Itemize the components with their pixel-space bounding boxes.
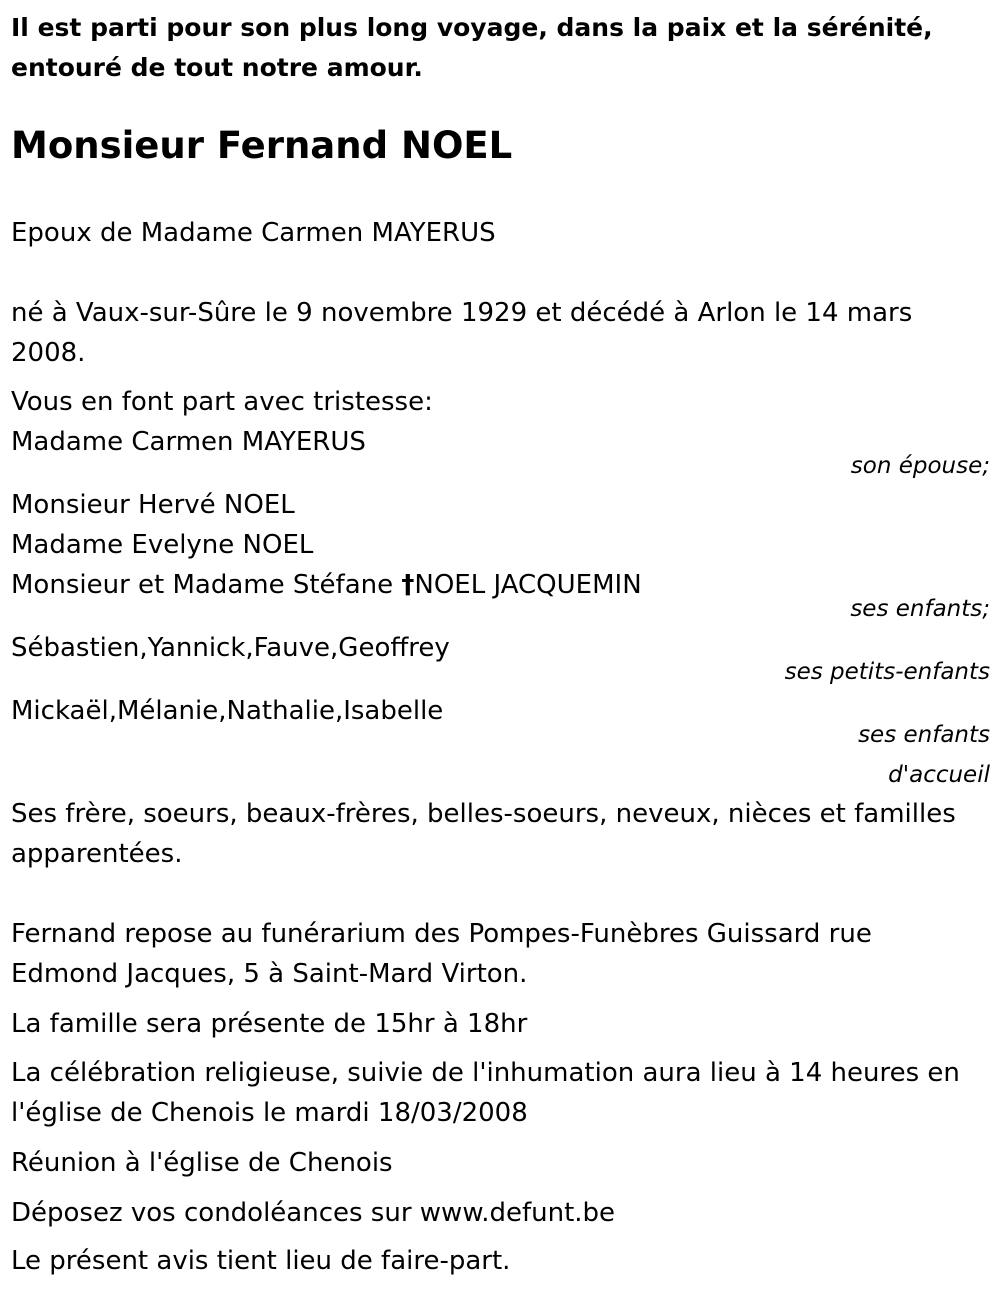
child-name-1: Monsieur Hervé NOEL	[11, 490, 295, 520]
foster-children-role-line2: d'accueil	[888, 762, 990, 788]
deceased-name: Monsieur Fernand NOEL	[11, 124, 513, 167]
presence-text: La famille sera présente de 15hr à 18hr	[11, 1009, 528, 1039]
cross-icon: †	[401, 570, 415, 600]
meeting-text: Réunion à l'église de Chenois	[11, 1148, 393, 1178]
foster-children-names: Mickaël,Mélanie,Nathalie,Isabelle	[11, 696, 444, 726]
spouse-name: Madame Carmen MAYERUS	[11, 427, 366, 457]
child-name-3	[11, 565, 642, 605]
notice-text: Le présent avis tient lieu de faire-part.	[11, 1246, 511, 1276]
grandchildren-role: ses petits-enfants	[784, 659, 990, 685]
spouse-line: Epoux de Madame Carmen MAYERUS	[11, 218, 496, 248]
foster-children-role-line1: ses enfants	[858, 722, 990, 748]
ceremony-text: La célébration religieuse, suivie de l'inhumation aura lieu à 14 heures en l'église de Chenois le mardi 18/03/2008	[11, 1058, 960, 1128]
child-name-3-prefix: Monsieur et Madame Stéfane	[11, 570, 402, 600]
child-name-3-suffix: NOEL JACQUEMIN	[414, 570, 642, 600]
child-name-2: Madame Evelyne NOEL	[11, 530, 314, 560]
extended-family-text: Ses frère, soeurs, beaux-frères, belles-soeurs, neveux, nièces et familles apparentées.	[11, 799, 956, 869]
repose-text: Fernand repose au funérarium des Pompes-Funèbres Guissard rue Edmond Jacques, 5 à Saint-Mard Virton.	[11, 919, 872, 989]
birth-death-text: né à Vaux-sur-Sûre le 9 novembre 1929 et décédé à Arlon le 14 mars 2008.	[11, 298, 913, 368]
spouse-role: son épouse;	[850, 453, 990, 479]
announce-text: Vous en font part avec tristesse:	[11, 387, 433, 417]
children-role: ses enfants;	[850, 596, 990, 622]
condolences-text: Déposez vos condoléances sur www.defunt.be	[11, 1198, 616, 1228]
intro-text: Il est parti pour son plus long voyage, dans la paix et la sérénité, entouré de tout notre amour.	[11, 13, 933, 82]
grandchildren-names: Sébastien,Yannick,Fauve,Geoffrey	[11, 633, 450, 663]
